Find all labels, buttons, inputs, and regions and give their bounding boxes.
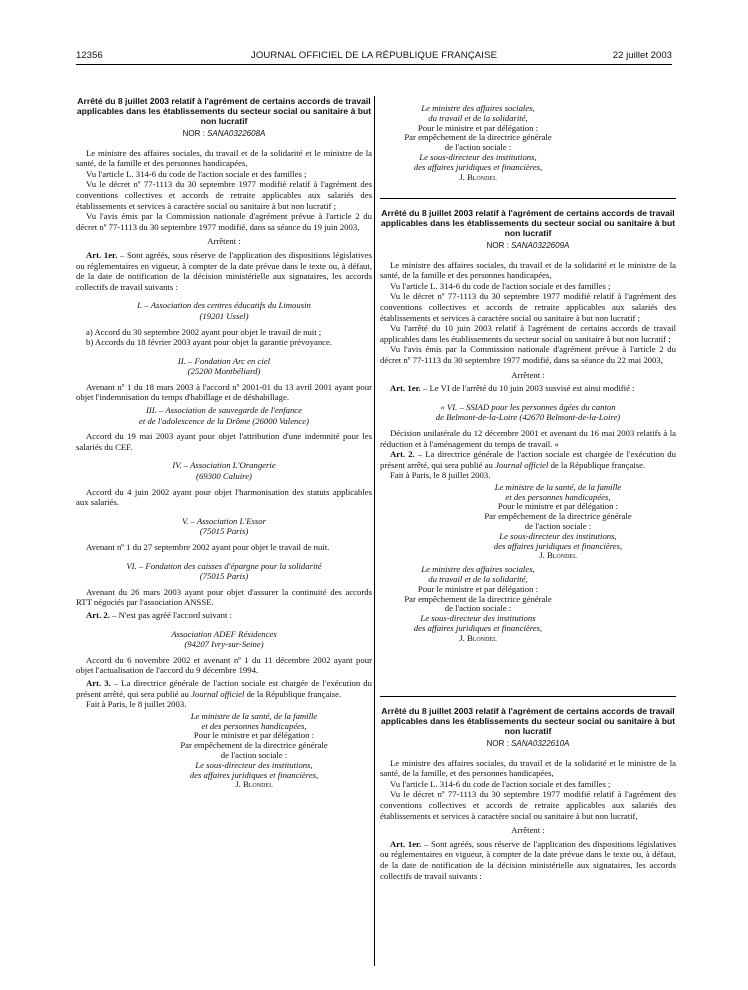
- arretent: Arrêtent :: [511, 825, 545, 836]
- section-heading: I. – Association des centres éducatifs du Limousin (19201 Ussel): [137, 300, 311, 321]
- section-heading: IV. – Association L'Orangerie (69300 Caluire): [172, 460, 276, 482]
- decree-separator: [380, 696, 676, 697]
- decree-block-3: [380, 706, 676, 881]
- left-column: [76, 96, 372, 790]
- section-item: Accord du 19 mai 2003 ayant pour objet l'attribution d'une indemnité pour les salariés du CEF.: [76, 431, 372, 452]
- arretent: Arrêtent :: [207, 236, 241, 247]
- section-heading: Association ADEF Résidences (94207 Ivry-sur-Seine): [171, 628, 277, 650]
- signature-block: Le ministre des affaires sociales, du travail et de la solidarité, Pour le ministre et par délégation : Par empêchement de la directrice générale de l'action sociale : Le sous-directeur des institutions, des affaires juridiques et financières, J. Blondel: [404, 103, 552, 182]
- article-1: Art. 1er. – Le VI de l'arrêté du 10 juin 2003 susvisé est ainsi modifié :: [390, 383, 635, 394]
- preamble: Le ministre des affaires sociales, du travail et de la solidarité et le ministre de la santé, de la famille et des personnes handicapées,: [380, 259, 676, 281]
- section-heading: « VI. – SSIAD pour les personnes âgées du canton de Belmont-de-la-Loire (42670 Belmont-de-la-Loire): [435, 401, 621, 423]
- section-item: Accord du 4 juin 2002 ayant pour objet l'harmonisation des statuts applicables aux salariés.: [76, 486, 372, 508]
- column-divider: [374, 96, 375, 966]
- signatory-name: J. Blondel: [459, 171, 497, 182]
- signature-block: Le ministre de la santé, de la famille et des personnes handicapées, Pour le ministre et par délégation : Par empêchement de la directrice générale de l'action sociale : Le sous-directeur des institutions, des affaires juridiques et financières, J. Blondel: [180, 710, 328, 790]
- page-number: 12356: [76, 50, 103, 61]
- visa: Vu le décret nº 77-1113 du 30 septembre 1977 modifié relatif à l'agrément des conventions collectives et accords de retraite applicables aux salariés des établissements et services à caractère social ou sanitaire à but non lucratif,: [380, 789, 676, 821]
- visa: Vu le décret nº 77-1113 du 30 septembre 1977 modifié relatif à l'agrément des conventions collectives et accords de retraite applicables aux salariés des établissements et services à caractère social ou sanitaire à but non lucratif ;: [380, 291, 676, 323]
- header-rule: [76, 64, 672, 65]
- visa: Vu l'article L. 314-6 du code de l'action sociale et des familles ;: [86, 168, 307, 179]
- section-item: Avenant nº 1 du 18 mars 2003 à l'accord nº 2001-01 du 13 avril 2001 ayant pour objet l'indemnisation du temps d'habillage et de déshabillage.: [76, 381, 372, 403]
- visa: Vu l'article L. 314-6 du code de l'action sociale et des familles ;: [390, 280, 611, 291]
- preamble: Le ministre des affaires sociales, du travail et de la solidarité et le ministre de la santé, de la famille et des personnes handicapées,: [76, 147, 372, 169]
- section-item: b) Accords du 18 février 2003 ayant pour objet la garantie prévoyance.: [86, 337, 333, 348]
- visa: Vu l'avis émis par la Commission nationale d'agrément prévue à l'article 2 du décret nº 77-1113 du 30 septembre 1977 modifié, dans sa séance du 19 juin 2003,: [76, 211, 372, 232]
- decree-title: Arrêté du 8 juillet 2003 relatif à l'agrément de certains accords de travail applicables dans les établissements du secteur social ou sanitaire à but non lucratif: [76, 96, 372, 126]
- nor-reference: NOR : SANA0322608A: [182, 129, 266, 138]
- signature-date: Fait à Paris, le 8 juillet 2003.: [390, 470, 491, 481]
- section-item: Avenant nº 1 du 27 septembre 2002 ayant pour objet le travail de nuit.: [86, 542, 330, 552]
- section-heading: VI. – Fondation des caisses d'épargne pour la solidarité (75015 Paris): [126, 560, 322, 582]
- signatory-name: J. Blondel: [539, 550, 577, 561]
- section-heading: II. – Fondation Arc en ciel (25200 Montbéliard): [177, 355, 271, 377]
- signatory-name: J. Blondel: [459, 632, 497, 643]
- visa: Vu le décret nº 77-1113 du 30 septembre 1977 modifié relatif à l'agrément des conventions collectives et accords de retraite applicables aux salariés des établissements et services à caractère social ou sanitaire à but non lucratif ;: [76, 179, 372, 211]
- signatory-name: J. Blondel: [235, 779, 273, 790]
- article-1: Art. 1er. – Sont agréés, sous réserve de l'application des dispositions législatives ou réglementaires en vigueur, à compter de la date prévue dans le texte ou, à défaut, de la date de notification de la décision ministérielle aux signataires, les accords collectifs de travail suivants :: [76, 249, 373, 292]
- article-1: Art. 1er. – Sont agréés, sous réserve de l'application des dispositions législatives ou réglementaires en vigueur, à compter de la date prévue dans le texte ou, à défaut, de la date de notification de la décision ministérielle aux signataires, les accords collectifs de travail suivants :: [380, 838, 677, 881]
- decree-block-2: [380, 208, 676, 644]
- nor-reference: NOR : SANA0322609A: [486, 241, 570, 250]
- right-column-top: [380, 104, 676, 182]
- article-2: Art. 2. – La directrice générale de l'action sociale est chargée de l'exécution du présent arrêté, qui sera publié au Journal officiel de la République française.: [380, 449, 676, 470]
- arretent: Arrêtent :: [511, 369, 545, 380]
- visa: Vu l'avis émis par la Commission nationale d'agrément prévue à l'article 2 du décret nº 77-1113 du 30 septembre 1977 modifié, dans sa séance du 22 mai 2003,: [380, 344, 676, 365]
- article-3: Art. 3. – La directrice générale de l'action sociale est chargée de l'exécution du présent arrêté, qui sera publié au Journal officiel de la République française.: [76, 677, 372, 699]
- signature-block: Le ministre de la santé, de la famille et des personnes handicapées, Pour le ministre et par délégation : Par empêchement de la directrice générale de l'action sociale : Le sous-directeur des institutions, des affaires juridiques et financières, J. Blondel: [484, 481, 632, 561]
- article-2: Art. 2. – N'est pas agréé l'accord suivant :: [86, 609, 232, 620]
- journal-title: JOURNAL OFFICIEL DE LA RÉPUBLIQUE FRANÇAISE: [250, 50, 498, 61]
- section-heading: V. – Association L'Essor (75015 Paris): [181, 515, 267, 537]
- signature-block: Le ministre des affaires sociales, du travail et de la solidarité, Pour le ministre et par délégation : Par empêchement de la directrice générale de l'action sociale : Le sous-directeur des institutions des affaires juridiques et financières, J. Blondel: [404, 564, 552, 643]
- section-item: Décision unilatérale du 12 décembre 2001 et avenant du 16 mai 2003 relatifs à la réduction et à l'aménagement du temps de travail. »: [380, 427, 676, 449]
- decree-title: Arrêté du 8 juillet 2003 relatif à l'agrément de certains accords de travail applicables dans les établissements du secteur social ou sanitaire à but non lucratif: [380, 706, 676, 736]
- visa: Vu l'arrêté du 10 juin 2003 relatif à l'agrément de certains accords de travail applicables dans les établissements du secteur social ou sanitaire à but non lucratif ;: [380, 323, 676, 344]
- section-item: Avenant du 26 mars 2003 ayant pour objet d'assurer la continuité des accords RTT négociés par l'association ANSSE.: [76, 586, 372, 608]
- nor-reference: NOR : SANA0322610A: [486, 739, 570, 748]
- section-heading: III. – Association de sauvegarde de l'enfance et de l'adolescence de la Drôme (26000 Valence): [139, 405, 309, 426]
- signature-date: Fait à Paris, le 8 juillet 2003.: [86, 699, 187, 710]
- decree-separator: [380, 198, 676, 199]
- section-item: Accord du 6 novembre 2002 et avenant nº 1 du 11 décembre 2002 ayant pour objet l'actualisation de l'accord du 9 décembre 1994.: [76, 654, 372, 676]
- issue-date: 22 juillet 2003: [612, 50, 672, 61]
- section-item: a) Accord du 30 septembre 2002 ayant pour objet le travail de nuit ;: [86, 326, 322, 337]
- preamble: Le ministre des affaires sociales, du travail et de la solidarité et le ministre de la santé, de la famille, et des personnes handicapées,: [380, 757, 676, 779]
- visa: Vu l'article L. 314-6 du code de l'action sociale et des familles ;: [390, 778, 611, 789]
- page-header: [76, 50, 672, 64]
- decree-title: Arrêté du 8 juillet 2003 relatif à l'agrément de certains accords de travail applicables dans les établissements du secteur social ou sanitaire à but non lucratif: [380, 208, 676, 238]
